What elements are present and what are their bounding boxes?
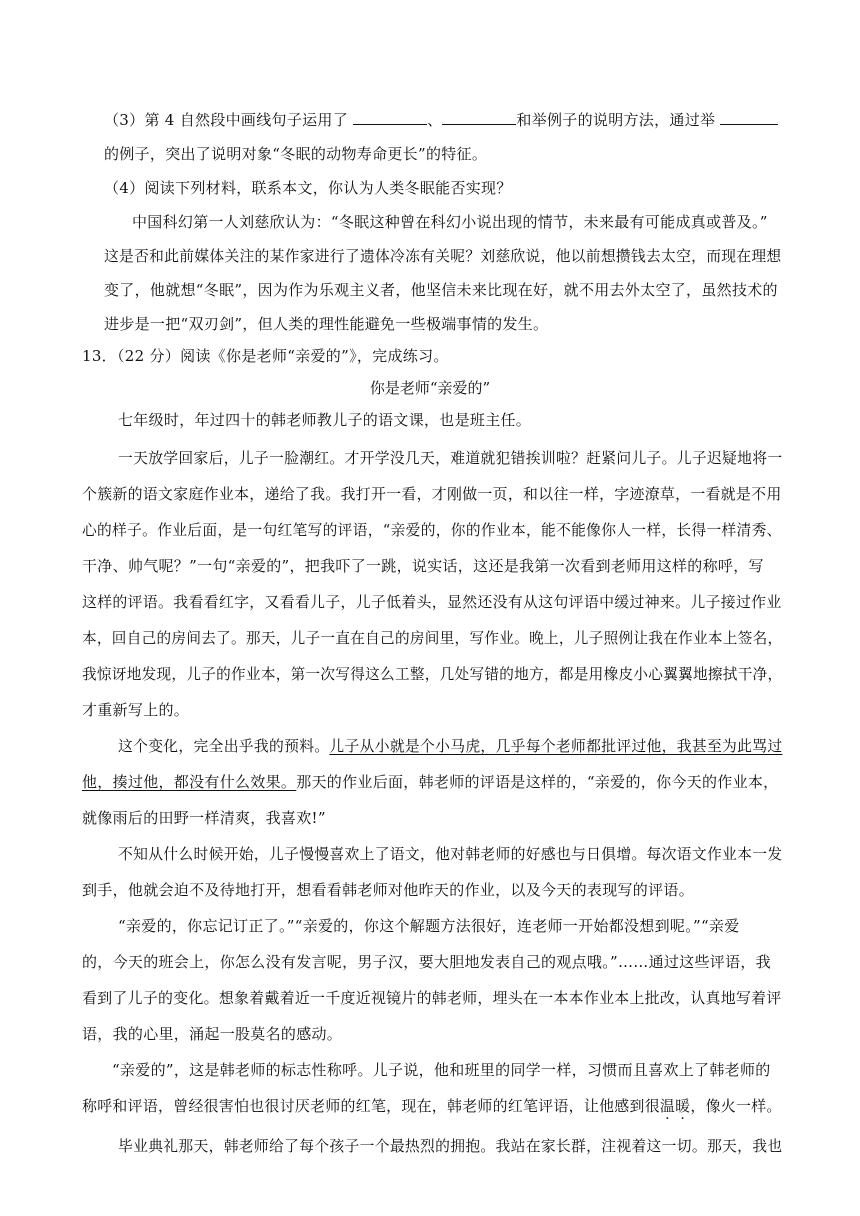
paragraph-2-line: 个簇新的语文家庭作业本，递给了我。我打开一看，才刚做一页，和以往一样，字迹潦草，一看就是不用 [82,485,782,503]
q4-material-line: 中国科幻第一人刘慈欣认为：“冬眠这种曾在科幻小说出现的情节，未来最有可能成真或普及。” [132,213,768,231]
q3-blank-3[interactable] [720,110,778,125]
paragraph-6-line: “亲爱的”，这是韩老师的标志性称呼。儿子说，他和班里的同学一样，习惯而且喜欢上了韩老师的 [112,1061,771,1079]
paragraph-6-text: ，像火一样。 [690,1097,782,1115]
paragraph-5-line: “亲爱的，你忘记订正了。”“亲爱的，你这个解题方法很好，连老师一开始都没想到呢。”“亲爱 [118,917,740,935]
q4-material-line: 变了，他就想“冬眠”，因为作为乐观主义者，他坚信未来比现在好，就不用去外太空了，虽然技术的 [104,281,778,299]
paragraph-6-line [82,1096,782,1116]
emphasis-dot-char: 暖 [675,1097,691,1115]
q4-material-line: 这是否和此前媒体关注的某作家进行了遗体冷冻有关呢？刘慈欣说，他以前想攒钱去太空，而现在理想 [104,247,782,265]
paragraph-5-line: 语，我的心里，涌起一股莫名的感动。 [82,1025,343,1043]
paragraph-3-plain: 那天的作业后面，韩老师的评语是这样的，“亲爱的，你今天的作业本， [296,773,779,791]
paragraph-2-line: 这样的评语。我看看红字，又看看儿子，儿子低着头，显然还没有从这句评语中缓过神来。儿子接过作业 [82,593,782,611]
paragraph-5-line: 看到了儿子的变化。想象着戴着近一千度近视镜片的韩老师，埋头在一本本作业本上批改，认真地写着评 [82,989,782,1007]
paragraph-5-line: 的，今天的班会上，你怎么没有发言呢，男子汉，要大胆地发表自己的观点哦。”……通过这些评语，我 [82,953,771,971]
q3-blank-1[interactable] [353,110,427,125]
q4-prompt: （4）阅读下列材料，联系本文，你认为人类冬眠能否实现？ [104,179,512,197]
q3-sep: 、 [427,111,443,129]
paragraph-3-line [118,736,782,756]
paragraph-1: 七年级时，年过四十的韩老师教儿子的语文课，也是班主任。 [118,411,532,429]
paragraph-2-line: 才重新写上的。 [82,701,190,719]
paragraph-4-line: 到手，他就会迫不及待地打开，想看看韩老师对他昨天的作业，以及今天的表现写的评语。 [82,881,695,899]
underlined-sentence: 儿子从小就是个小马虎，几乎每个老师都批评过他，我甚至为此骂过 [329,737,783,755]
underlined-sentence: 他，揍过他，都没有什么效果。 [82,773,297,791]
paragraph-6-text: 称呼和评语，曾经很害怕也很讨厌老师的红笔，现在，韩老师的红笔评语，让他感到很 [82,1097,660,1115]
paragraph-2-line: 一天放学回家后，儿子一脸潮红。才开学没几天，难道就犯错挨训啦？赶紧问儿子。儿子迟疑地将一 [118,449,783,467]
paragraph-2-line: 本，回自己的房间去了。那天，儿子一直在自己的房间里，写作业。晚上，儿子照例让我在作业本上签名， [82,629,783,647]
q4-material-line: 进步是一把“双刃剑”，但人类的理性能避免一些极端事情的发生。 [104,315,549,333]
q3-text-b: 和举例子的说明方法，通过举 [516,111,721,129]
paragraph-2-line: 心的样子。作业后面，是一句红笔写的评语，“亲爱的，你的作业本，能不能像你人一样，长得一样清秀、 [82,521,782,539]
paragraph-3-line: 就像雨后的田野一样清爽，我喜欢!” [82,809,326,827]
paragraph-3-line [82,772,778,792]
article-title: 你是老师“亲爱的” [369,379,491,397]
q3-line2: 的例子，突出了说明对象“冬眠的动物寿命更长”的特征。 [104,145,488,163]
q3-line1 [104,110,778,130]
paragraph-2-line: 干净、帅气呢？”一句“亲爱的”，把我吓了一跳，说实话，这还是我第一次看到老师用这样的称呼，写 [82,557,764,575]
q3-text-a: （3）第 4 自然段中画线句子运用了 [104,111,354,129]
paragraph-7-line: 毕业典礼那天，韩老师给了每个孩子一个最热烈的拥抱。我站在家长群，注视着这一切。那天，我也 [118,1137,783,1155]
q13-header: 13．（22 分）阅读《你是老师“亲爱的”》，完成练习。 [82,347,449,365]
emphasis-dot-char: 温 [659,1097,676,1115]
paragraph-3-plain: 这个变化，完全出乎我的预料。 [118,737,330,755]
q3-blank-2[interactable] [442,110,516,125]
paragraph-2-line: 我惊讶地发现，儿子的作业本，第一次写得这么工整，几处写错的地方，都是用橡皮小心翼翼地擦拭干净， [82,665,783,683]
paragraph-4-line: 不知从什么时候开始，儿子慢慢喜欢上了语文，他对韩老师的好感也与日俱增。每次语文作业本一发 [118,845,783,863]
